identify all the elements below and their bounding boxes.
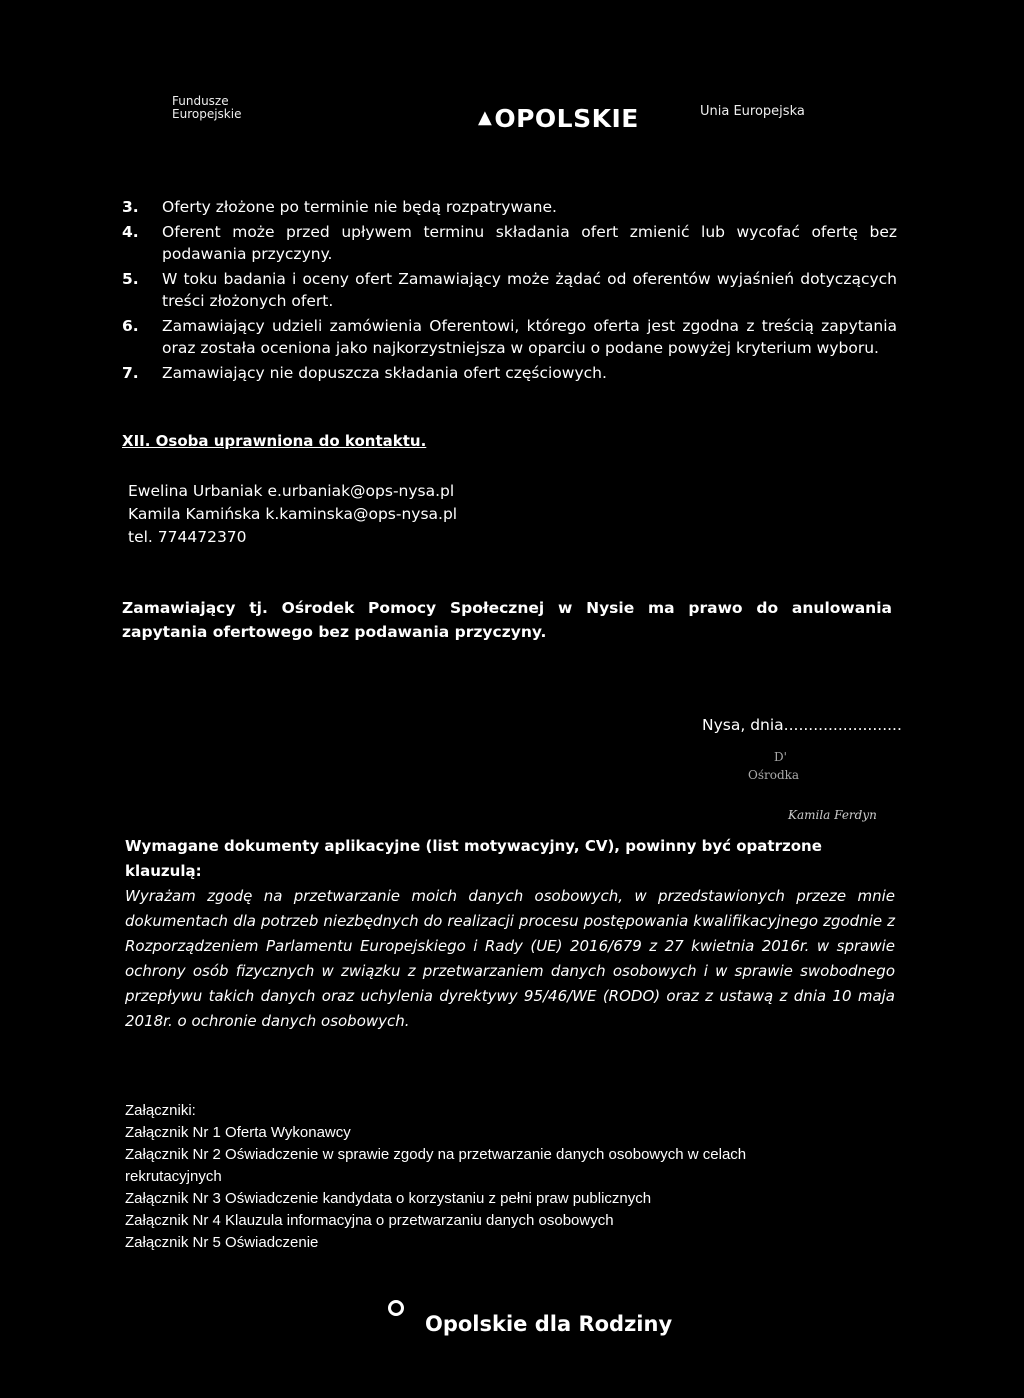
contact-block	[128, 480, 457, 549]
place-date: Nysa, dnia........................	[702, 716, 902, 734]
footer-logo-icon	[388, 1300, 404, 1316]
attachment-item: Załącznik Nr 1 Oferta Wykonawcy	[125, 1124, 351, 1141]
attachments-title: Załączniki:	[125, 1102, 196, 1119]
eu-funds-logo-line1: Fundusze	[172, 94, 229, 108]
list-item-text: Oferent może przed upływem terminu składania ofert zmienić lub wycofać ofertę bez podawania przyczyny.	[162, 222, 897, 263]
list-item	[122, 196, 897, 219]
list-item-number: 5.	[122, 269, 139, 288]
eu-funds-logo	[172, 95, 241, 121]
attachment-item: Załącznik Nr 5 Oświadczenie	[125, 1234, 319, 1251]
requirements-heading: Wymagane dokumenty aplikacyjne (list motywacyjny, CV), powinny być opatrzone klauzulą:	[125, 837, 822, 880]
list-item-number: 6.	[122, 316, 139, 335]
cancellation-note: Zamawiający tj. Ośrodek Pomocy Społecznej w Nysie ma prawo do anulowania zapytania ofertowego bez podawania przyczyny.	[122, 599, 892, 641]
opolskie-logo-icon: ▲	[478, 107, 493, 128]
attachment-item: Załącznik Nr 2 Oświadczenie w sprawie zgody na przetwarzanie danych osobowych w celach rekrutacyjnych	[125, 1146, 747, 1185]
list-item-text: Oferty złożone po terminie nie będą rozpatrywane.	[162, 198, 557, 216]
stamp-line: D'	[774, 750, 787, 764]
contact-line: Ewelina Urbaniak e.urbaniak@ops-nysa.pl	[128, 482, 455, 500]
contact-line: tel. 774472370	[128, 528, 247, 546]
list-item-text: Zamawiający nie dopuszcza składania ofert częściowych.	[162, 363, 607, 382]
list-item	[122, 362, 897, 385]
eu-funds-logo-line2: Europejskie	[172, 107, 242, 121]
opolskie-logo-text: OPOLSKIE	[494, 104, 639, 133]
list-item-text: W toku badania i oceny ofert Zamawiający może żądać od oferentów wyjaśnień dotyczących treści złożonych ofert.	[162, 269, 897, 310]
stamp-line: Ośrodka	[748, 768, 800, 782]
signature-name: Kamila Ferdyn	[788, 808, 877, 822]
eu-logo: Unia Europejska	[700, 104, 805, 119]
attachment-item: Załącznik Nr 4 Klauzula informacyjna o przetwarzaniu danych osobowych	[125, 1212, 614, 1229]
list-item-number: 3.	[122, 198, 139, 216]
opolskie-logo	[478, 104, 639, 133]
list-item	[122, 315, 897, 360]
requirements-clause	[125, 834, 895, 1034]
list-item-text: Zamawiający udzieli zamówienia Oferentowi, którego oferta jest zgodna z treścią zapytania oraz została oceniona jako najkorzystniejsza w oparciu o podane powyżej kryterium wyboru.	[162, 316, 897, 357]
list-item	[122, 221, 897, 266]
contact-line: Kamila Kamińska k.kaminska@ops-nysa.pl	[128, 505, 458, 523]
list-item-number: 7.	[122, 363, 139, 382]
attachments-list	[125, 1100, 825, 1254]
requirements-body: Wyrażam zgodę na przetwarzanie moich danych osobowych, w przedstawionych przeze mnie dokumentach dla potrzeb niezbędnych do realizacji procesu postępowania kwalifikacyjnego zgodnie z Rozporządzeniem Parlamentu Europejskiego i Rady (UE) 2016/679 z 27 kwietnia 2016r. w sprawie ochrony osób fizycznych w związku z przetwarzaniem danych osobowych i w sprawie swobodnego przepływu takich danych oraz uchylenia dyrektywy 95/46/WE (RODO) oraz z ustawą z dnia 10 maja 2018r. o ochronie danych osobowych.	[125, 887, 895, 1030]
list-item-number: 4.	[122, 222, 139, 241]
attachment-item: Załącznik Nr 3 Oświadczenie kandydata o korzystaniu z pełni praw publicznych	[125, 1190, 652, 1207]
section-title: XII. Osoba uprawniona do kontaktu.	[122, 432, 427, 450]
footer-slogan: Opolskie dla Rodziny	[425, 1312, 673, 1336]
list-item	[122, 268, 897, 313]
director-stamp	[748, 750, 800, 782]
conditions-list	[122, 196, 897, 386]
